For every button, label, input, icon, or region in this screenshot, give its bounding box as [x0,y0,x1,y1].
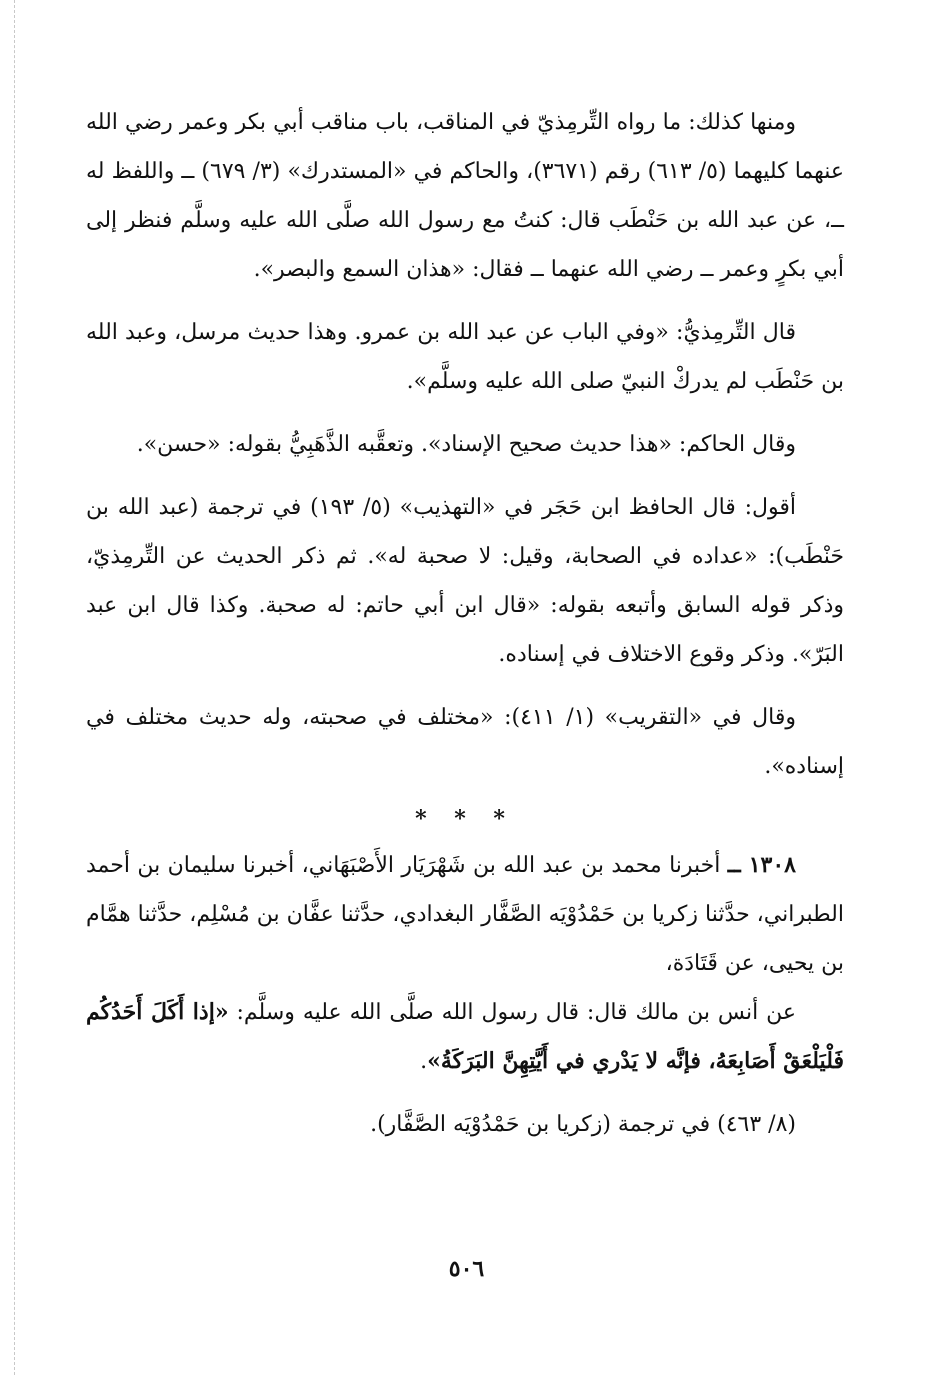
section-separator: * * * [415,806,515,832]
source-reference: (٨/ ٤٦٣) في ترجمة (زكريا بن حَمْدُوْيَه الصَّفَّار). [370,1112,796,1137]
hadith-end: . [420,1049,428,1074]
hadith-text-paragraph [86,988,844,1086]
hadith-intro: عن أنس بن مالك قال: قال رسول الله صلَّى الله عليه وسلَّم: [228,1000,796,1025]
hadith-quote: «إذا أَكَلَ أَحَدُكُم فَلْيَلْعَقْ أَصَابِعَهُ، فإنَّه لا يَدْري في أَيَّتِهِنَّ البَرَكَةُ» [86,999,844,1074]
paragraph-3: وقال الحاكم: «هذا حديث صحيح الإسناد». وتعقَّبه الذَّهَبِيُّ بقوله: «حسن». [136,432,796,457]
paragraph-1: ومنها كذلك: ما رواه التِّرمِذيّ في المناقب، باب مناقب أبي بكر وعمر رضي الله عنهما كليهما (٥/ ٦١٣) رقم (٣٦٧١)، والحاكم في «المستدرك» (٣/ ٦٧٩) ــ واللفظ له ــ، عن عبد الله بن حَنْطَب قال: كنتُ مع رسول الله صلَّى الله عليه وسلَّم فنظر إلى أبي بكرٍ وعمر ــ رضي الله عنهما ــ فقال: «هذان السمع والبصر». [86,110,845,282]
page-number: ٥٠٦ [448,1256,485,1282]
hadith-paragraph [86,841,844,988]
hadith-chain: أخبرنا محمد بن عبد الله بن شَهْرَيَار الأَصْبَهَاني، أخبرنا سليمان بن أحمد الطبراني، حدَّثنا زكريا بن حَمْدُوْيَه الصَّفَّار البغدادي، حدَّثنا عفَّان بن مُسْلِم، حدَّثنا همَّام بن يحيى، عن قَتَادَة، [86,853,844,976]
paragraph-5: وقال في «التقريب» (١/ ٤١١): «مختلف في صحبته، وله حديث مختلف في إسناده». [86,705,844,779]
paragraph-4: أقول: قال الحافظ ابن حَجَر في «التهذيب» (٥/ ١٩٣) في ترجمة (عبد الله بن حَنْطَب): «عداده في الصحابة، وقيل: لا صحبة له». ثم ذكر الحديث عن التِّرمِذيّ، وذكر قوله السابق وأتبعه بقوله: «قال ابن أبي حاتم: له صحبة. وكذا قال ابن عبد البَرّ». وذكر وقوع الاختلاف في إسناده. [86,495,844,667]
scan-margin-line [14,0,15,1375]
hadith-number: ١٣٠٨ ــ [727,852,796,878]
text-body [86,98,844,1149]
paragraph-2: قال التِّرمِذيُّ: «وفي الباب عن عبد الله بن عمرو. وهذا حديث مرسل، وعبد الله بن حَنْطَب لم يدركْ النبيّ صلى الله عليه وسلَّم». [86,320,844,394]
